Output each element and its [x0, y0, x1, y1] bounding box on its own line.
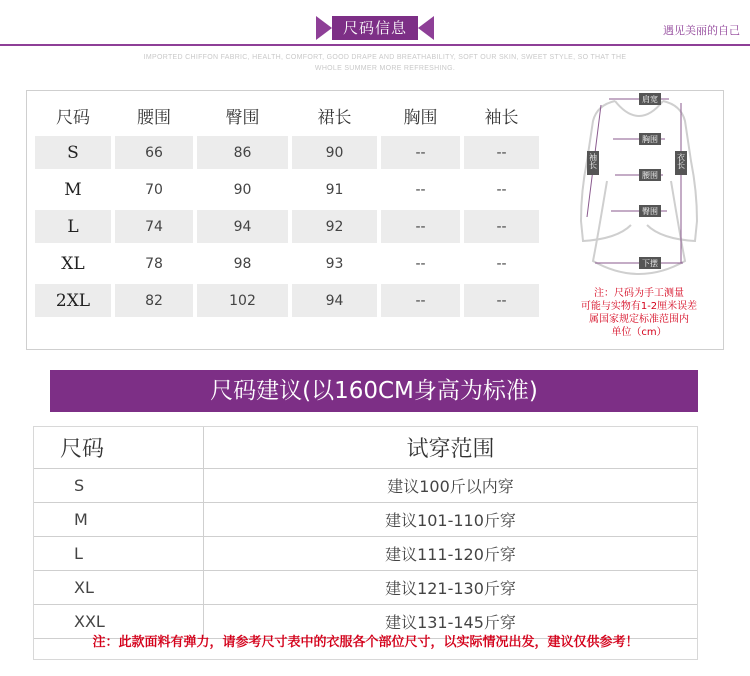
header-cell: 裙长 [292, 99, 377, 132]
header-divider [0, 44, 750, 46]
table-cell: 92 [292, 210, 377, 243]
header-cell: 尺码 [35, 99, 111, 132]
header-cell: 尺码 [34, 427, 204, 469]
table-row [34, 537, 697, 571]
size-suggestion-table [34, 427, 697, 639]
table-cell: -- [381, 136, 460, 169]
table-cell: L [35, 210, 111, 243]
table-cell: S [35, 136, 111, 169]
waist-label: 腰围 [642, 171, 658, 180]
table-cell: -- [464, 210, 539, 243]
table-cell: 90 [292, 136, 377, 169]
size-suggestion-banner: 尺码建议(以160CM身高为标准) [50, 370, 698, 412]
table-cell: 90 [233, 181, 252, 198]
table-row [35, 247, 539, 280]
tagline: 遇见美丽的自己 [663, 24, 740, 37]
table-row [35, 284, 539, 317]
table-cell: 66 [115, 136, 193, 169]
table-cell: 91 [325, 181, 344, 198]
table-cell: 70 [145, 181, 163, 198]
size-info-panel [26, 90, 724, 350]
section-title: 尺码信息 [332, 16, 418, 40]
table-cell: -- [415, 181, 426, 198]
table-cell: 98 [233, 255, 252, 272]
hem-label: 下摆 [642, 259, 658, 268]
table-cell: 建议121-130斤穿 [204, 571, 698, 605]
size-table [31, 95, 543, 321]
chest-label: 胸围 [642, 135, 658, 144]
table-cell: 建议111-120斤穿 [204, 537, 698, 571]
shoulder-label: 肩宽 [642, 95, 658, 104]
header-cell: 腰围 [115, 99, 193, 132]
table-cell: M [64, 179, 82, 200]
header-cell: 袖长 [464, 99, 539, 132]
table-cell: XXL [34, 605, 204, 639]
table-cell: 82 [115, 284, 193, 317]
table-cell: S [34, 469, 204, 503]
suggestion-header [34, 427, 697, 469]
table-row [34, 503, 697, 537]
footnote: 注：此款面料有弹力，请参考尺寸表中的衣服各个部位尺寸，以实际情况出发，建议仅供参考！ [92, 635, 639, 650]
table-cell: 94 [197, 210, 288, 243]
header-cell: 试穿范围 [204, 427, 698, 469]
table-cell: -- [464, 136, 539, 169]
measurement-note [551, 287, 727, 339]
length-label: 衣长 [676, 153, 686, 169]
table-cell: 74 [115, 210, 193, 243]
size-suggestion-panel [33, 426, 698, 660]
table-cell: 94 [292, 284, 377, 317]
table-cell: -- [415, 255, 426, 272]
note-line: 可能与实物有1-2厘米误差 [580, 301, 698, 312]
note-line: 属国家规定标准范围内 [589, 314, 689, 325]
table-cell: -- [496, 181, 507, 198]
table-row [34, 571, 697, 605]
title-left-arrow [316, 16, 332, 40]
table-cell: -- [464, 284, 539, 317]
hip-label: 臀围 [642, 207, 658, 216]
size-table-header [35, 99, 539, 132]
table-cell: 建议100斤以内穿 [204, 469, 698, 503]
table-cell: XL [34, 571, 204, 605]
table-row [34, 469, 697, 503]
table-cell: 2XL [35, 284, 111, 317]
table-row [35, 173, 539, 206]
table-cell: -- [381, 284, 460, 317]
note-line: 单位（cm） [611, 327, 667, 338]
table-cell: L [34, 537, 204, 571]
header-cell: 臀围 [197, 99, 288, 132]
header-cell: 胸围 [381, 99, 460, 132]
title-right-arrow [418, 16, 434, 40]
table-cell: -- [381, 210, 460, 243]
table-cell: 102 [197, 284, 288, 317]
table-cell: -- [496, 255, 507, 272]
table-cell: 86 [197, 136, 288, 169]
table-cell: M [34, 503, 204, 537]
table-row [35, 136, 539, 169]
table-cell: 93 [325, 255, 344, 272]
table-cell: 建议131-145斤穿 [204, 605, 698, 639]
english-subtitle: IMPORTED CHIFFON FABRIC, HEALTH, COMFORT, GOOD DRAPE AND BREATHABILITY, SOFT OUR SKIN, SWEET STYLE, SO THAT THE WHOLE SUMMER MORE REFRESHING. [143, 54, 627, 72]
table-row [35, 210, 539, 243]
table-cell: 建议101-110斤穿 [204, 503, 698, 537]
table-cell: 78 [145, 255, 163, 272]
table-cell: XL [61, 253, 85, 274]
sleeve-label: 袖长 [588, 153, 598, 169]
note-line: 注：尺码为手工测量 [594, 288, 684, 299]
